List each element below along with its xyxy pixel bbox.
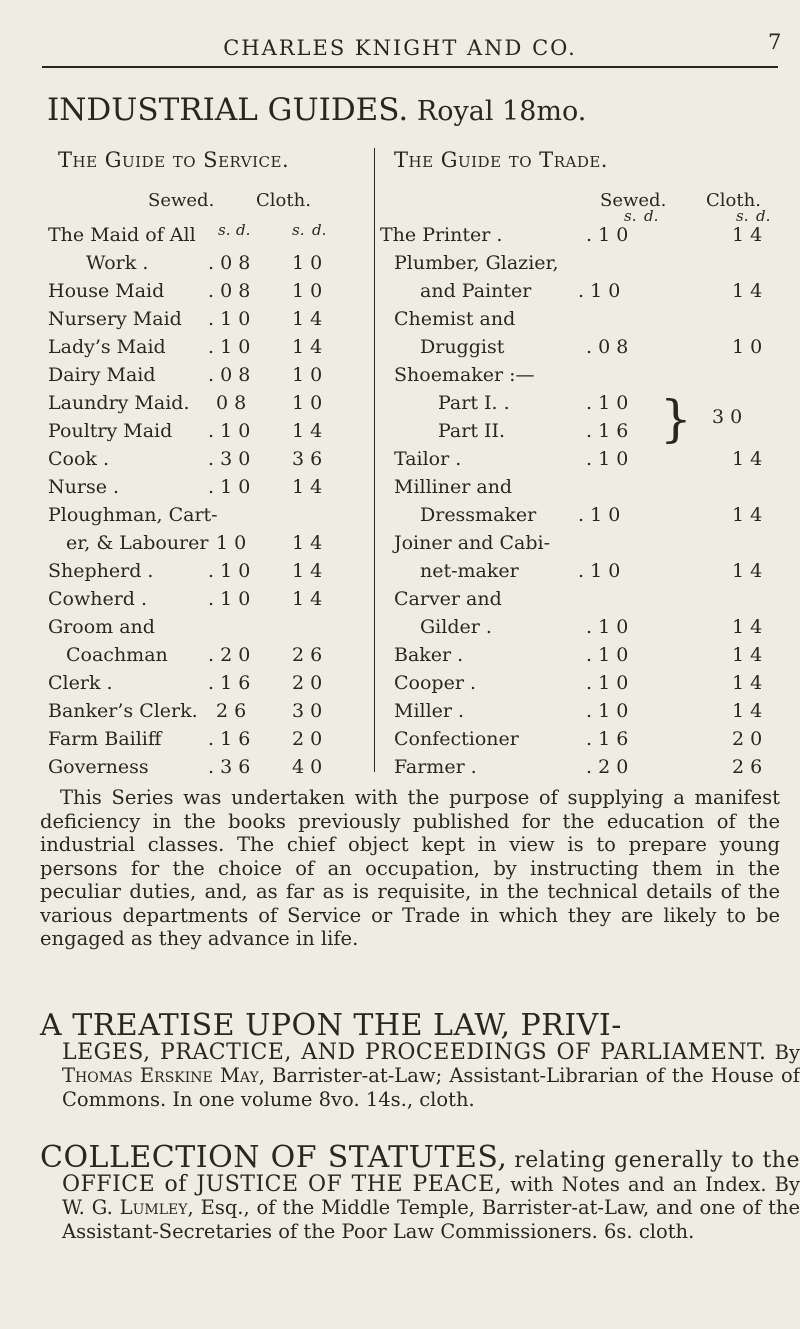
trade-cloth-unit-d: d. — [756, 207, 771, 225]
series-format: Royal 18mo. — [416, 96, 587, 127]
service-sewed-header: Sewed. — [148, 190, 215, 211]
service-sewed-unit-d: d. — [236, 221, 251, 239]
table-row: Ploughman, Cart- — [48, 504, 218, 526]
header-rule — [42, 66, 778, 68]
service-sewed-unit-s: s. — [218, 221, 231, 239]
table-row: net-maker . 1 0 1 4 — [420, 560, 763, 582]
treatise-entry: A TREATISE UPON THE LAW, PRIVI- LEGES, PRACTICE, AND PROCEEDINGS OF PARLIAMENT. By Thomas Erskine May, Barrister-at-Law; Assistant-Librarian of the House of Commons. In one volume 8vo. 14s., cloth. — [40, 1008, 800, 1111]
table-row: Nursery Maid . 1 0 1 4 — [48, 308, 323, 330]
trade-sewed-unit-s: s. — [624, 207, 637, 225]
table-row: Shoemaker :— — [394, 364, 535, 386]
table-row: Confectioner . 1 6 2 0 — [394, 728, 763, 750]
table-row: and Painter . 1 0 1 4 — [420, 280, 763, 302]
table-row: Work . . 0 8 1 0 — [86, 252, 323, 274]
table-row: Shepherd . . 1 0 1 4 — [48, 560, 323, 582]
table-row: Cook . . 3 0 3 6 — [48, 448, 323, 470]
table-row: Farm Bailiff . 1 6 2 0 — [48, 728, 323, 750]
table-row: Groom and — [48, 616, 155, 638]
table-row: House Maid . 0 8 1 0 — [48, 280, 323, 302]
table-row: Part II. . 1 6 — [438, 420, 629, 442]
trade-column-title: The Guide to Trade. — [394, 148, 608, 172]
series-title — [47, 92, 586, 128]
table-row: Banker’s Clerk. 2 6 3 0 — [48, 700, 323, 722]
trade-sewed-unit-d: d. — [644, 207, 659, 225]
table-row: Miller . . 1 0 1 4 — [394, 700, 763, 722]
trade-sewed-header: Sewed. — [600, 190, 667, 211]
table-row: Cowherd . . 1 0 1 4 — [48, 588, 323, 610]
page-number: 7 — [768, 30, 782, 54]
table-row: Governess . 3 6 4 0 — [48, 756, 323, 778]
statutes-heading: COLLECTION OF STATUTES, — [40, 1140, 508, 1175]
table-row: Cooper . . 1 0 1 4 — [394, 672, 763, 694]
series-title-main: INDUSTRIAL GUIDES. — [47, 92, 409, 128]
trade-cloth-unit-s: s. — [736, 207, 749, 225]
table-row: Poultry Maid . 1 0 1 4 — [48, 420, 323, 442]
shoemaker-cloth-price: 3 0 — [712, 406, 743, 428]
table-row: Joiner and Cabi- — [394, 532, 551, 554]
running-head: CHARLES KNIGHT AND CO. — [223, 36, 577, 60]
service-column-title: The Guide to Service. — [58, 148, 290, 172]
table-row: Laundry Maid. 0 8 1 0 — [48, 392, 323, 414]
statutes-office: OFFICE of JUSTICE OF THE PEACE, — [62, 1171, 503, 1197]
statutes-author: Lumley, — [119, 1196, 194, 1219]
treatise-author: Thomas Erskine May, — [62, 1064, 265, 1087]
column-divider — [374, 148, 375, 772]
trade-cloth-header: Cloth. — [706, 190, 761, 211]
treatise-heading-continued: LEGES, PRACTICE, AND PROCEEDINGS OF PARLIAMENT. — [62, 1039, 767, 1065]
table-row: Gilder . . 1 0 1 4 — [420, 616, 763, 638]
table-row: Coachman . 2 0 2 6 — [66, 644, 323, 666]
service-cloth-header: Cloth. — [256, 190, 311, 211]
service-cloth-unit-s: s. — [292, 221, 305, 239]
table-row: Tailor . . 1 0 1 4 — [394, 448, 763, 470]
table-row: Nurse . . 1 0 1 4 — [48, 476, 323, 498]
table-row: Milliner and — [394, 476, 513, 498]
table-row: Lady’s Maid . 1 0 1 4 — [48, 336, 323, 358]
table-row: The Printer . . 1 0 1 4 — [380, 224, 763, 246]
treatise-heading: A TREATISE UPON THE LAW, PRIVI- — [40, 1008, 622, 1043]
statutes-entry: COLLECTION OF STATUTES, relating generally to the OFFICE of JUSTICE OF THE PEACE, with Notes and an Index. By W. G. Lumley, Esq., of the Middle Temple, Barrister-at-Law, and one of the Assistant-Secretaries of the Poor Law Commissioners. 6s. cloth. — [40, 1140, 800, 1243]
table-row: Farmer . . 2 0 2 6 — [394, 756, 763, 778]
table-row: The Maid of All — [48, 224, 196, 246]
table-row: er, & Labourer 1 0 1 4 — [66, 532, 323, 554]
table-row: Baker . . 1 0 1 4 — [394, 644, 763, 666]
table-row: Druggist . 0 8 1 0 — [420, 336, 763, 358]
table-row: Dairy Maid . 0 8 1 0 — [48, 364, 323, 386]
brace-glyph: } — [660, 390, 692, 448]
table-row: Plumber, Glazier, — [394, 252, 559, 274]
service-cloth-unit-d: d. — [312, 221, 327, 239]
table-row: Clerk . . 1 6 2 0 — [48, 672, 323, 694]
table-row: Chemist and — [394, 308, 516, 330]
table-row: Carver and — [394, 588, 502, 610]
series-description: This Series was undertaken with the purpose of supplying a manifest deficiency in the books previously published for the education of the industrial classes. The chief object kept in view is to prepare young persons for the choice of an occupation, by instructing them in the peculiar duties, and, as far as is requisite, in the technical details of the various departments of Service or Trade in which they are likely to be engaged as they advance in life. — [40, 786, 780, 950]
table-row: Part I. . . 1 0 — [438, 392, 629, 414]
table-row: Dressmaker . 1 0 1 4 — [420, 504, 763, 526]
